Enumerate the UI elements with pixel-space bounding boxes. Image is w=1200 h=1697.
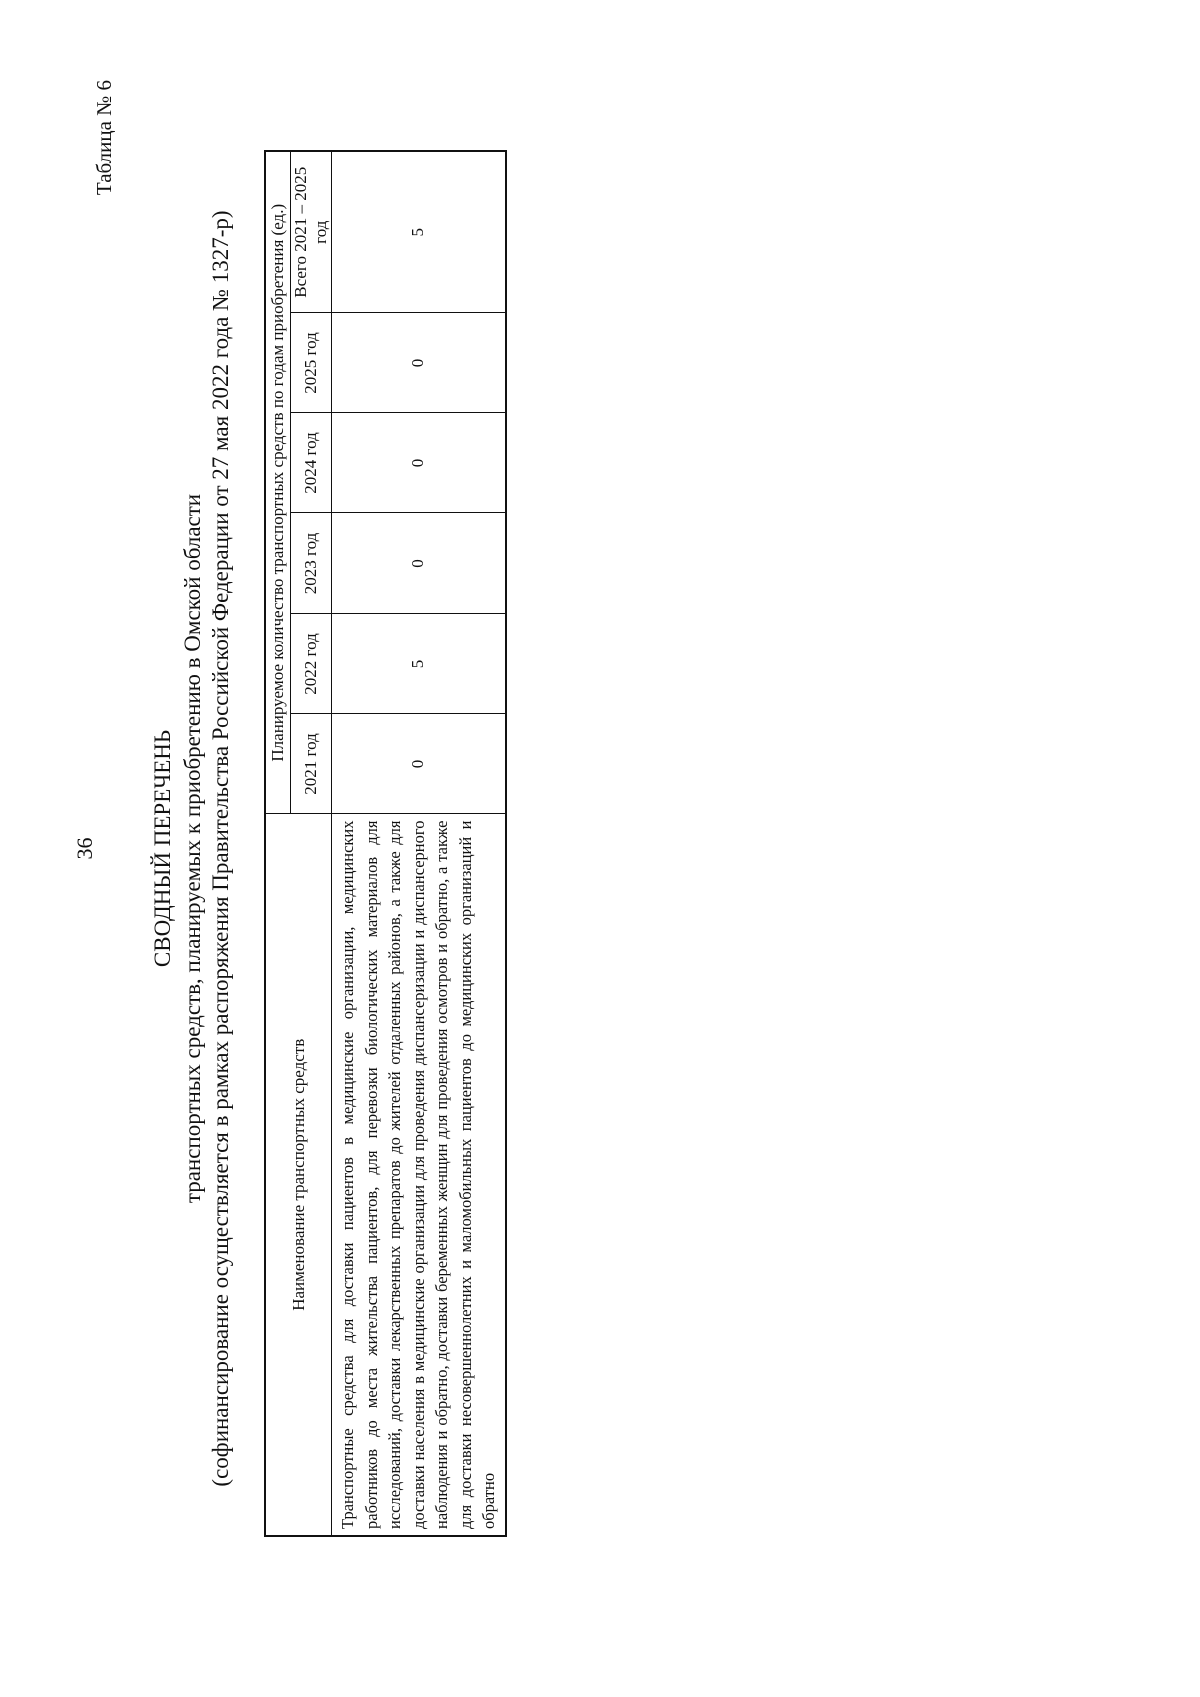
document-note: (софинансирование осуществляется в рамках распоряжения Правительства Российской Федерации от 27 мая 2022 года № 1327-р) [208,210,233,1487]
table-row [332,151,506,1536]
vehicle-table [264,150,507,1537]
page-number: 36 [72,837,97,860]
header-total: Всего 2021 – 2025 год [291,151,332,313]
value-2025: 0 [332,313,506,413]
header-year-2024: 2024 год [291,413,332,513]
vehicle-description: Транспортные средства для доставки пациентов в медицинские организации, медицинских работников до места жительства пациентов, для перевозки биологических материалов для исследований, доставки лекарственных препаратов до жителей отдаленных районов, а также для доставки населения в медицинские организации для проведения диспансеризации и диспансерного наблюдения и обратно, доставки беременных женщин для проведения осмотров и обратно, а также для доставки несовершеннолетних и маломобильных пациентов до медицинских организаций и обратно [332,814,506,1536]
header-year-2021: 2021 год [291,714,332,814]
document-subtitle: транспортных средств, планируемых к приобретению в Омской области [180,493,205,1204]
header-vehicle-name: Наименование транспортных средств [265,814,332,1536]
table-number: Таблица № 6 [92,80,116,196]
value-2024: 0 [332,413,506,513]
header-year-2023: 2023 год [291,513,332,614]
header-planned-quantity: Планируемое количество транспортных средств по годам приобретения (ед.) [265,151,291,814]
document-title: СВОДНЫЙ ПЕРЕЧЕНЬ [150,729,175,968]
vehicle-table-container [264,152,507,1537]
header-year-2022: 2022 год [291,614,332,714]
value-2023: 0 [332,513,506,614]
table-header-row [265,151,291,1536]
value-total: 5 [332,151,506,313]
value-2021: 0 [332,714,506,814]
value-2022: 5 [332,614,506,714]
header-year-2025: 2025 год [291,313,332,413]
